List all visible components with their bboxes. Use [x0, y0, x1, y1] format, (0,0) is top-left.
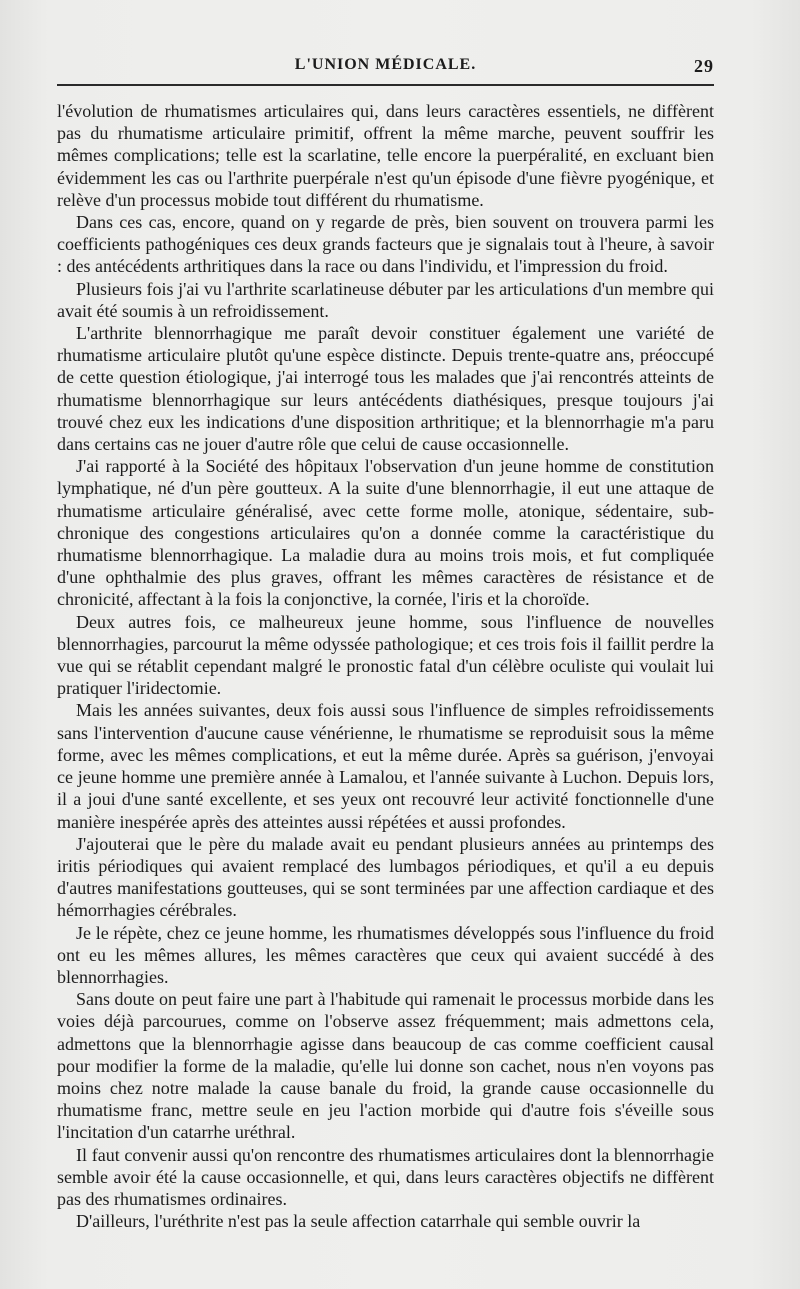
page-number: 29 [694, 56, 714, 76]
paragraph: Sans doute on peut faire une part à l'habitude qui ramenait le processus morbide dans les voies déjà parcourues, comme on l'observe assez fréquemment; mais admettons cela, admettons que la blennorrhagie agisse dans beaucoup de cas comme coefficient causal pour modifier la forme de la maladie, qu'elle lui donne son cachet, nous n'en voyons pas moins chez notre malade la cause banale du froid, la grande cause occasionnelle du rhumatisme franc, mettre seule en jeu l'action morbide qui d'autre fois s'éveille sous l'incitation d'un catarrhe uréthral. [57, 989, 714, 1143]
paragraph: J'ajouterai que le père du malade avait eu pendant plusieurs années au printemps des iritis périodiques qui avaient remplacé des lumbagos périodiques, et qu'il a eu depuis d'autres manifestations goutteuses, qui se sont terminées par une affection cardiaque et des hémorrhagies cérébrales. [57, 833, 714, 921]
paragraph: Mais les années suivantes, deux fois aussi sous l'influence de simples refroidissements sans l'intervention d'aucune cause vénérienne, le rhumatisme se reproduisit sous la même forme, avec les mêmes complications, et eut la même durée. Après sa guérison, j'envoyai ce jeune homme une première année à Lamalou, et l'année suivante à Luchon. Depuis lors, il a joui d'une santé excellente, et ses yeux ont recouvré leur activité fonctionnelle d'une manière inespérée après des atteintes aussi répétées et aussi profondes. [57, 700, 714, 832]
paragraph: Plusieurs fois j'ai vu l'arthrite scarlatineuse débuter par les articulations d'un membre qui avait été soumis à un refroidissement. [57, 278, 714, 321]
paragraph: Il faut convenir aussi qu'on rencontre des rhumatismes articulaires dont la blennorrhagie semble avoir été la cause occasionnelle, et qui, dans leurs caractères objectifs ne diffèrent pas des rhumatismes ordinaires. [57, 1144, 714, 1209]
journal-title: L'UNION MÉDICALE. [294, 56, 477, 73]
paragraph: L'arthrite blennorrhagique me paraît devoir constituer également une variété de rhumatisme articulaire plutôt qu'une espèce distincte. Depuis trente-quatre ans, préoccupé de cette question étiologique, j'ai interrogé tous les malades que j'ai rencontrés atteints de rhumatisme blennorrhagique sur leurs antécédents diathésiques, presque toujours j'ai trouvé chez eux les indications d'une disposition arthritique; et la blennorrhagie m'a paru dans certains cas ne jouer d'autre rôle que celui de cause occasionnelle. [57, 323, 714, 455]
header-rule [57, 84, 714, 86]
paragraph: D'ailleurs, l'uréthrite n'est pas la seule affection catarrhale qui semble ouvrir la [76, 1211, 641, 1232]
paragraph: Deux autres fois, ce malheureux jeune homme, sous l'influence de nouvelles blennorrhagies, parcourut la même odyssée pathologique; et ces trois fois il faillit perdre la vue qui se rétablit cependant malgré le pronostic fatal d'un célèbre oculiste qui voulait lui pratiquer l'iridectomie. [57, 611, 714, 699]
body-text [57, 100, 714, 1232]
paragraph: l'évolution de rhumatismes articulaires qui, dans leurs caractères essentiels, ne diffèrent pas du rhumatisme articulaire primitif, offrent la même marche, peuvent souffrir les mêmes complications; telle est la scarlatine, telle encore la puerpéralité, en excluant bien évidemment les cas ou l'arthrite puerpérale n'est qu'un épisode d'une fièvre pyogénique, et relève d'un processus mobide tout différent du rhumatisme. [57, 101, 714, 210]
paragraph: J'ai rapporté à la Société des hôpitaux l'observation d'un jeune homme de constitution lymphatique, né d'un père goutteux. A la suite d'une blennorrhagie, il eut une attaque de rhumatisme articulaire généralisé, avec cette forme molle, atonique, sédentaire, sub-chronique des congestions articulaires qu'on a donnée comme la caractéristique du rhumatisme blennorrhagique. La maladie dura au moins trois mois, et fut compliquée d'une ophthalmie des plus graves, offrant les mêmes caractères de résistance et de chronicité, affectant à la fois la conjonctive, la cornée, l'iris et la choroïde. [57, 456, 714, 610]
running-head [57, 56, 714, 78]
paragraph: Je le répète, chez ce jeune homme, les rhumatismes développés sous l'influence du froid ont eu les mêmes allures, les mêmes caractères que ceux qui avaient succédé à des blennorrhagies. [57, 922, 714, 987]
paragraph: Dans ces cas, encore, quand on y regarde de près, bien souvent on trouvera parmi les coefficients pathogéniques ces deux grands facteurs que je signalais tout à l'heure, à savoir : des antécédents arthritiques dans la race ou dans l'individu, et l'impression du froid. [57, 212, 714, 277]
